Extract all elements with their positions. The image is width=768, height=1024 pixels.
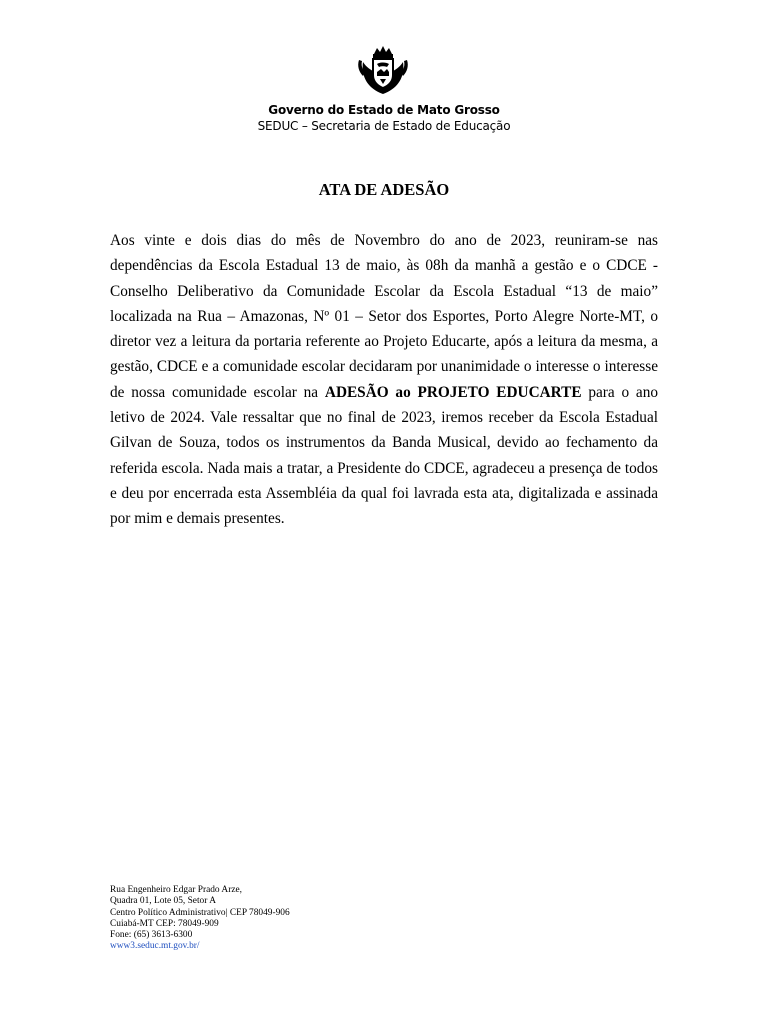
document-title: ATA DE ADESÃO — [318, 180, 450, 199]
coat-of-arms-icon — [355, 42, 411, 98]
paragraph-text-start: Aos vinte e dois dias do mês de Novembro do ano de 2023, reuniram-se nas dependências da Escola Estadual 13 de maio, às 08h da manhã a gestão e o CDCE - Conselho Deliberativo da Comunidade Escolar da Escola Estadual “13 de maio” localizada na Rua – Amazonas, Nº 01 – Setor dos Esportes, Porto Alegre Norte-MT, o diretor vez a leitura da portaria referente ao Projeto Educarte, após a leitura da mesma, a gestão, CDCE e a comunidade escolar decidaram por unanimidade o interesse o interesse de nossa comunidade escolar na — [110, 232, 658, 401]
document-body-paragraph — [110, 228, 658, 532]
header-government-name: Governo do Estado de Mato Grosso — [268, 103, 500, 117]
footer-address-line3: Centro Político Administrativo| CEP 78049-906 — [110, 907, 290, 918]
footer-address-line1: Rua Engenheiro Edgar Prado Arze, — [110, 885, 242, 895]
footer-phone: Fone: (65) 3613-6300 — [110, 930, 193, 941]
footer-address-line4: Cuiabá-MT CEP: 78049-909 — [110, 918, 219, 929]
footer-address-line2: Quadra 01, Lote 05, Setor A — [110, 896, 216, 907]
paragraph-bold-adhesion: ADESÃO ao PROJETO EDUCARTE — [324, 383, 582, 401]
footer-address-block — [110, 885, 290, 953]
header-secretariat-name: SEDUC – Secretaria de Estado de Educação — [257, 119, 511, 133]
footer-website-link[interactable]: www3.seduc.mt.gov.br/ — [110, 941, 200, 952]
paragraph-text-end: para o ano letivo de 2024. Vale ressaltar que no final de 2023, iremos receber da Escola Estadual Gilvan de Souza, todos os instrumentos da Banda Musical, devido ao fechamento da referida escola. Nada mais a tratar, a Presidente do CDCE, agradeceu a presença de todos e deu por encerrada esta Assembléia da qual foi lavrada esta ata, digitalizada e assinada por mim e demais presentes. — [110, 383, 659, 528]
